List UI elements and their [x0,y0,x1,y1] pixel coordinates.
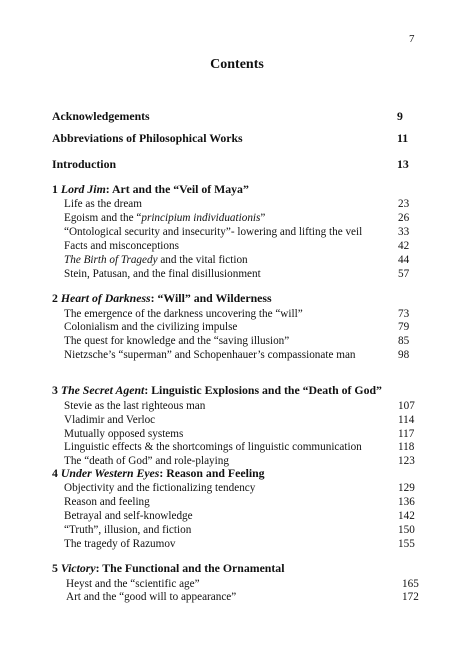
section-page: 123 [398,455,415,467]
section-label-text: Vladimir and Verloc [64,414,156,426]
section-page: 44 [398,254,410,266]
chapter-heading [52,561,284,575]
section-page: 73 [398,308,410,320]
section-label [64,307,303,321]
section-label-text: The quest for knowledge and the “saving illusion” [64,335,290,347]
section-label-text: Facts and misconceptions [64,240,179,252]
section-label [64,413,155,427]
section-page: 79 [398,321,410,333]
section-label [64,509,193,523]
section-label [64,334,289,348]
section-label [64,211,265,225]
section-label-text: ” [260,212,266,224]
section-label [64,440,362,454]
section-page: 107 [398,400,415,412]
section-page: 57 [398,268,410,280]
chapter-title-rest: : Reason and Feeling [159,466,265,480]
chapter-title-italic: Heart of Darkness [60,291,151,305]
section-label-text: Reason and feeling [64,496,150,508]
section-label [64,197,142,211]
toc-entry-page: 9 [397,109,403,123]
section-label-text: Art and the “good will to appearance” [66,591,237,603]
section-label-text: Mutually opposed systems [64,428,184,440]
section-label-text: Betrayal and self-knowledge [64,510,193,522]
section-page: 23 [398,198,410,210]
section-label [64,267,261,281]
section-label [64,537,176,551]
section-page: 136 [398,496,415,508]
chapter-title-rest: : Linguistic Explosions and the “Death of God” [144,383,382,397]
section-page: 150 [398,524,415,536]
section-label-text: The tragedy of Razumov [64,538,176,550]
section-label [66,577,200,591]
section-label-italic: principium individuationis [141,212,261,224]
section-label [66,590,236,604]
section-page: 98 [398,349,410,361]
toc-entry-label: Introduction [52,157,117,171]
chapter-number: 4 [52,466,61,480]
section-label [64,523,191,537]
section-page: 26 [398,212,410,224]
section-label-text: “Ontological security and insecurity”- lowering and lifting the veil [64,226,363,238]
section-label [64,481,255,495]
chapter-title-rest: : The Functional and the Ornamental [95,561,285,575]
chapter-number: 5 [52,561,61,575]
section-label-text: Stein, Patusan, and the final disillusionment [64,268,261,280]
chapter-title-rest: : Art and the “Veil of Maya” [105,182,249,196]
section-page: 142 [398,510,415,522]
toc-entry-label: Abbreviations of Philosophical Works [52,131,243,145]
section-page: 117 [398,428,415,440]
chapter-title-italic: Lord Jim [60,182,106,196]
section-page: 42 [398,240,410,252]
section-label [64,320,237,334]
section-label [64,239,179,253]
section-label [64,427,183,441]
chapter-title-italic: Under Western Eyes [60,466,160,480]
chapter-heading [52,466,265,480]
chapter-heading [52,182,249,196]
section-label-text: Nietzsche’s “superman” and Schopenhauer’s compassionate man [64,349,356,361]
section-label [64,253,248,267]
chapter-title-italic: The Secret Agent [60,383,145,397]
section-label [64,399,205,413]
section-label-text: The emergence of the darkness uncovering the “will” [64,308,303,320]
section-label-text: Egoism and the “ [64,212,142,224]
page-number: 7 [409,33,415,45]
section-page: 165 [402,578,419,590]
chapter-number: 1 [52,182,61,196]
section-page: 114 [398,414,415,426]
section-page: 33 [398,226,410,238]
toc-entry-page: 13 [397,157,409,171]
section-label [64,495,150,509]
section-label-text: Life as the dream [64,198,142,210]
section-page: 155 [398,538,415,550]
chapter-title-italic: Victory [60,561,96,575]
section-label [64,225,362,239]
section-label-text: and the vital fiction [157,254,248,266]
section-label [64,348,356,362]
section-label-text: The “death of God” and role-playing [64,455,229,467]
chapter-number: 2 [52,291,61,305]
section-page: 85 [398,335,410,347]
chapter-heading [52,383,382,397]
section-page: 129 [398,482,415,494]
page-title: Contents [210,57,264,72]
section-page: 172 [402,591,419,603]
section-label-text: Heyst and the “scientific age” [66,578,200,590]
section-page: 118 [398,441,415,453]
section-label-text: Objectivity and the fictionalizing tendency [64,482,256,494]
toc-entry-label: Acknowledgements [52,109,150,123]
section-label-text: Colonialism and the civilizing impulse [64,321,238,333]
section-label-text: “Truth”, illusion, and fiction [64,524,192,536]
toc-entry-page: 11 [397,131,409,145]
section-label-text: Stevie as the last righteous man [64,400,206,412]
chapter-heading [52,291,272,305]
section-label-italic: The Birth of Tragedy [64,254,158,266]
section-label-text: Linguistic effects & the shortcomings of linguistic communication [64,441,362,453]
chapter-title-rest: : “Will” and Wilderness [150,291,272,305]
chapter-number: 3 [52,383,61,397]
